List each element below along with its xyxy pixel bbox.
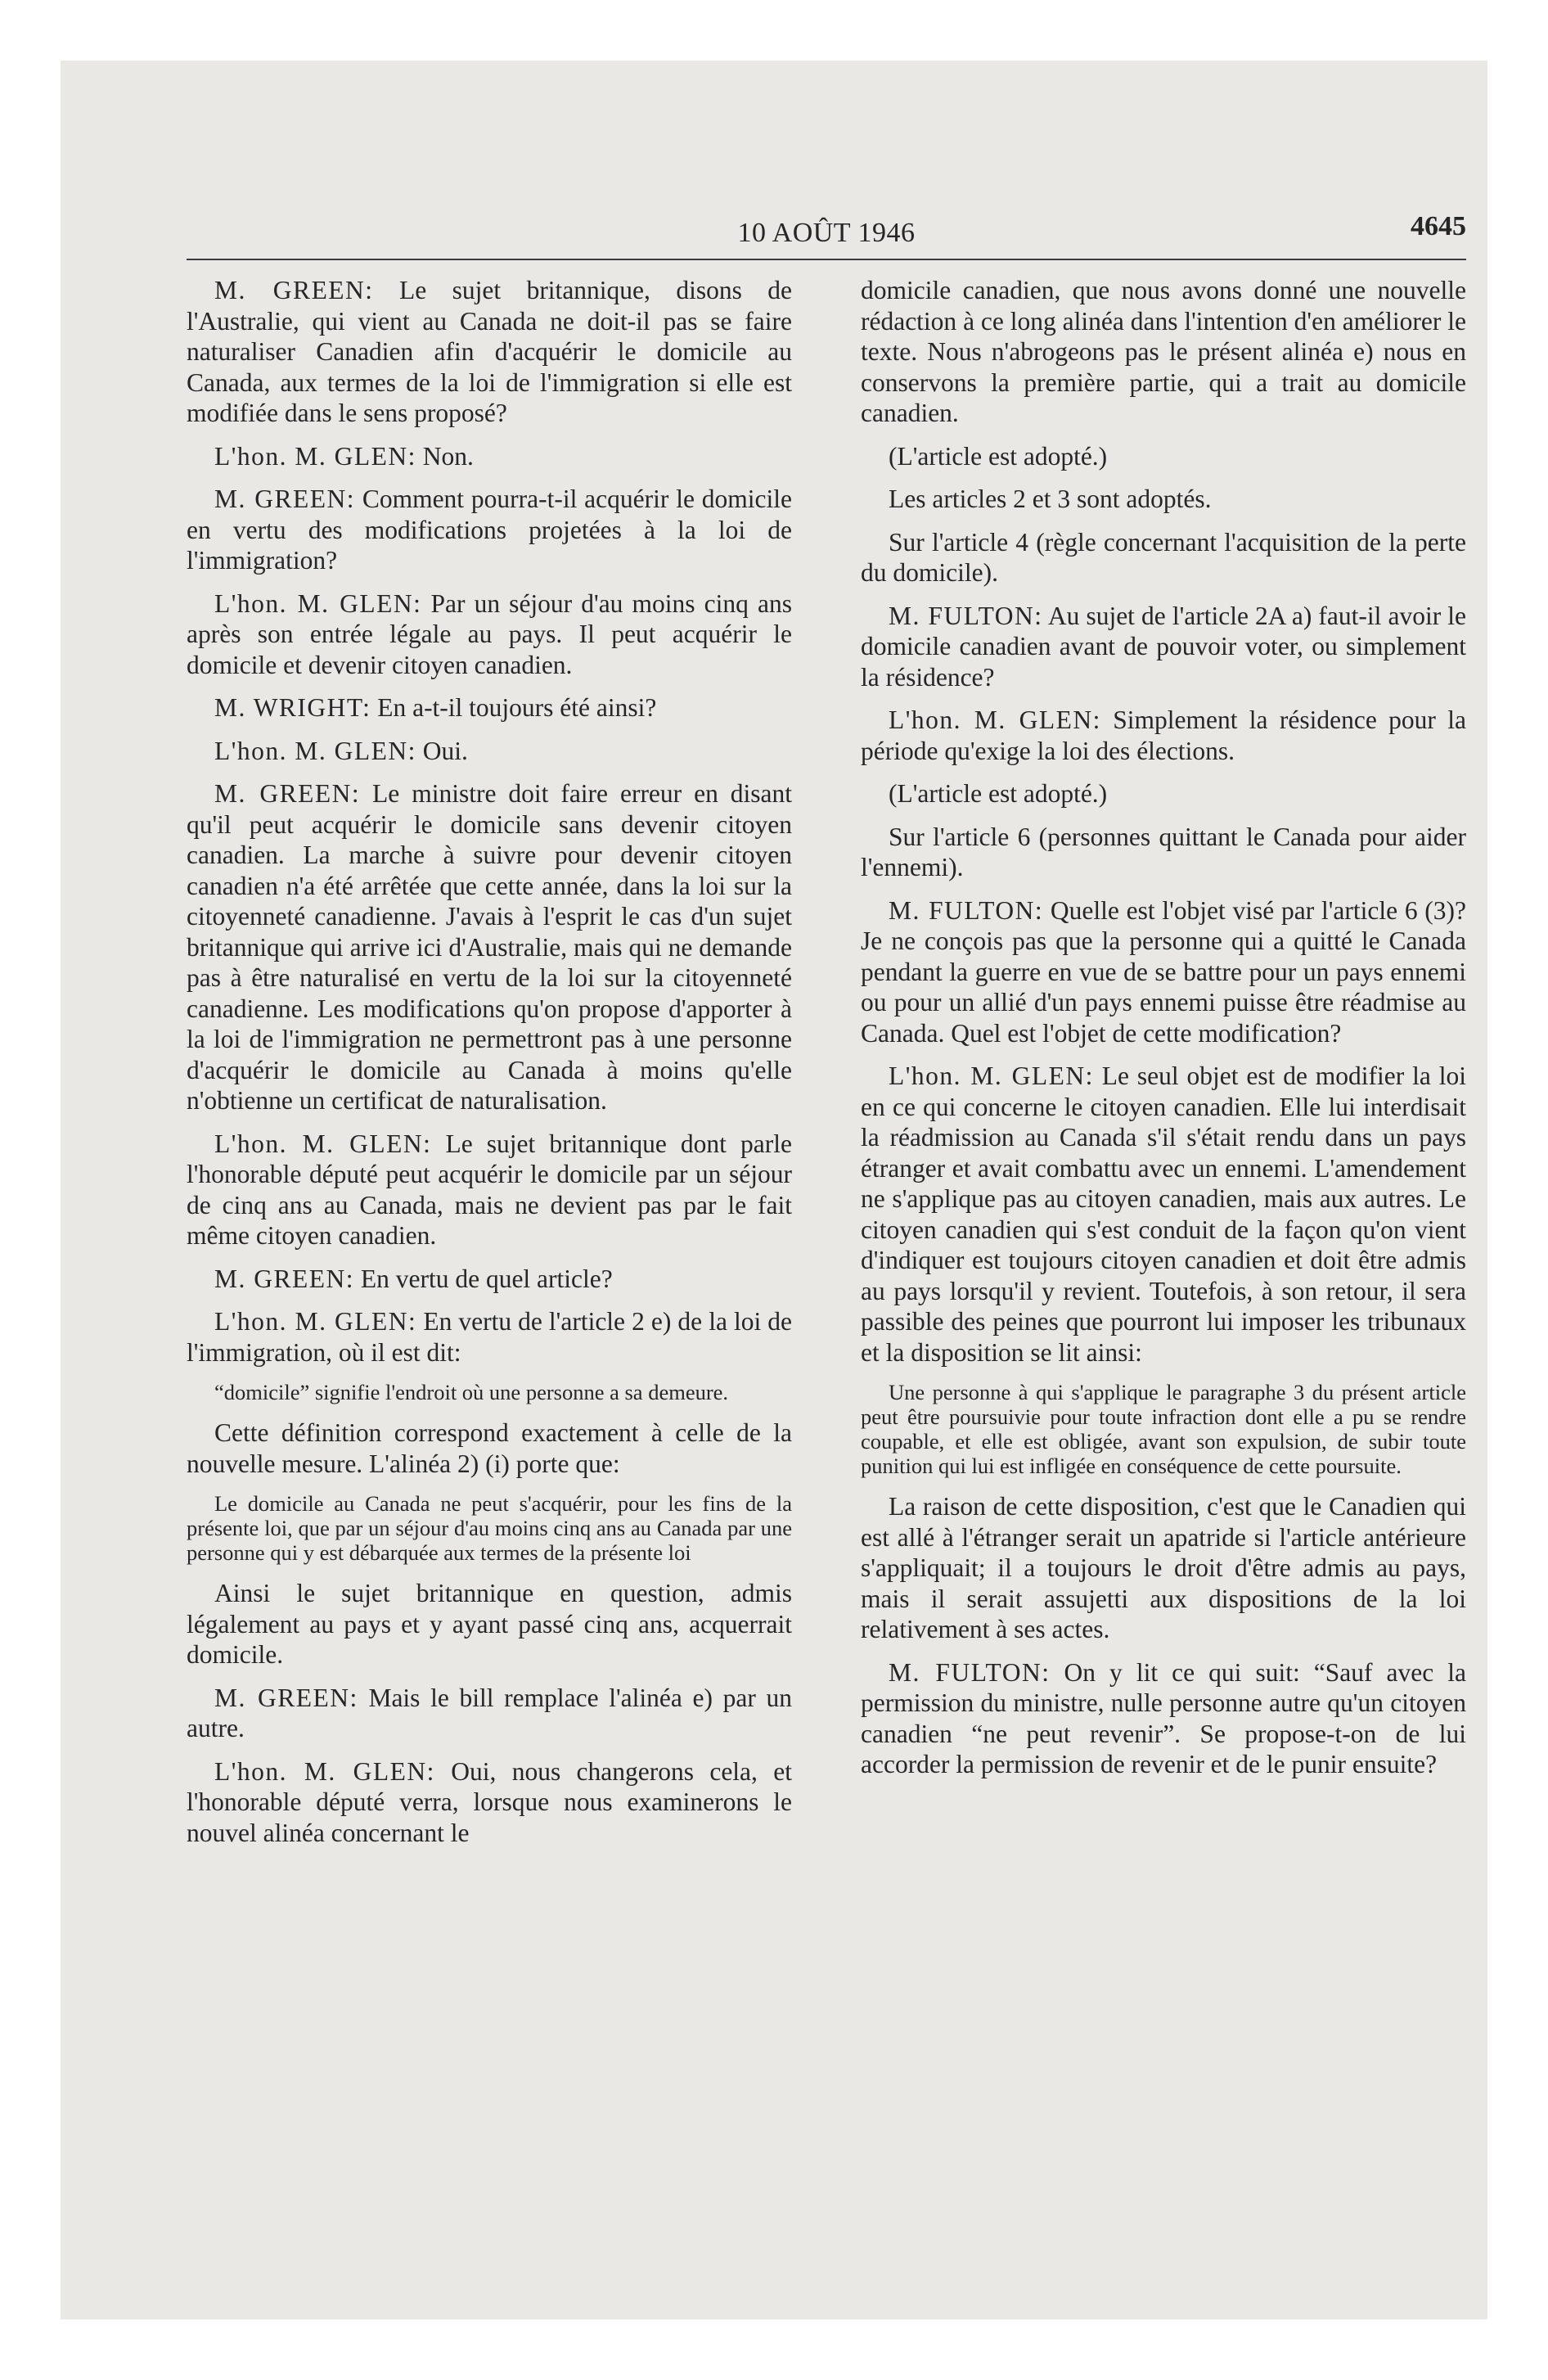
paragraph (861, 822, 1466, 883)
paragraph (861, 1657, 1466, 1780)
paragraph (187, 1264, 792, 1295)
paragraph (861, 484, 1466, 515)
paragraph (187, 484, 792, 576)
speaker-name: M. GREEN: (214, 485, 355, 513)
paragraph (861, 1061, 1466, 1368)
quoted-text (187, 1491, 792, 1565)
paragraph-text: Le sujet britannique, disons de l'Australie, qui vient au Canada ne doit-il pas se faire naturaliser Canadien afin d'acquérir le domicile au Canada, aux termes de la loi de l'immigration si elle est modifiée dans le sens proposé? (187, 276, 793, 427)
paragraph-text: “domicile” signifie l'endroit où une personne a sa demeure. (214, 1380, 729, 1404)
paragraph-text: Cette définition correspond exactement à celle de la nouvelle mesure. L'alinéa 2) (i) porte que: (187, 1418, 792, 1478)
paragraph (187, 1306, 792, 1368)
header-date: 10 AOÛT 1946 (737, 218, 916, 248)
paragraph-text: Ainsi le sujet britannique en question, admis légalement au pays et y ayant passé cinq ans, acquerrait domicile. (187, 1579, 792, 1669)
left-column (187, 275, 792, 1860)
paragraph-text: domicile canadien, que nous avons donné une nouvelle rédaction à ce long alinéa dans l'intention d'en améliorer le texte. Nous n'abrogeons pas le présent alinéa e) nous en conservons la première partie, qui a trait au domicile canadien. (861, 276, 1466, 427)
speaker-name: L'hon. M. GLEN: (214, 1129, 432, 1158)
paragraph-text: Quelle est l'objet visé par l'article 6 (3)? Je ne conçois pas que la personne qui a quitté le Canada pendant la guerre en vue de se battre pour un pays ennemi ou pour un allié d'un pays ennemi puisse être réadmise au Canada. Quel est l'objet de cette modification? (861, 895, 1467, 1048)
paragraph (861, 601, 1466, 693)
paragraph-text: Au sujet de l'article 2A a) faut-il avoir le domicile canadien avant de pouvoir voter, ou simplement la résidence? (861, 601, 1467, 692)
speaker-name: L'hon. M. GLEN: (889, 1062, 1094, 1090)
paragraph-text: La raison de cette disposition, c'est que le Canadien qui est allé à l'étranger serait un apatride si l'article antérieure s'appliquait; il a toujours le droit d'être admis au pays, mais il serait assujetti aux dispositions de la loi relativement à ses actes. (861, 1492, 1466, 1643)
paragraph-text: En vertu de l'article 2 e) de la loi de l'immigration, où il est dit: (187, 1307, 793, 1367)
paragraph (187, 275, 792, 429)
paragraph-text: Mais le bill remplace l'alinéa e) par un autre. (187, 1683, 792, 1742)
paragraph (187, 441, 792, 472)
paragraph (187, 736, 792, 767)
speaker-name: M. GREEN: (214, 779, 361, 808)
paragraph (187, 1683, 792, 1744)
page-number: 4645 (1411, 211, 1466, 241)
paragraph (861, 1491, 1466, 1645)
paragraph-text: (L'article est adopté.) (889, 441, 1108, 471)
paragraph-text: Les articles 2 et 3 sont adoptés. (889, 485, 1212, 513)
speaker-name: L'hon. M. GLEN: (214, 441, 416, 471)
paragraph (187, 1129, 792, 1251)
paragraph-text: Oui. (422, 736, 468, 765)
speaker-name: M. FULTON: (889, 601, 1043, 630)
paragraph-text: Sur l'article 6 (personnes quittant le Canada pour aider l'ennemi). (861, 822, 1466, 881)
paragraph-text: Le seul objet est de modifier la loi en ce qui concerne le citoyen canadien. Elle lui interdisait la réadmission au Canada s'il s'était rendu dans un pays étranger et avait combattu avec un ennemi. L'amendement ne s'applique pas au citoyen canadien, mais aux autres. Le citoyen canadien qui s'est conduit de la façon qu'on vient d'indiquer est toujours citoyen canadien et doit être admis au pays lorsqu'il y revient. Toutefois, à son retour, il sera passible des peines que pourront lui imposer les tribunaux et la disposition se lit ainsi: (861, 1062, 1466, 1367)
paragraph-text: Le ministre doit faire erreur en disant qu'il peut acquérir le domicile sans devenir citoyen canadien. La marche à suivre pour devenir citoyen canadien n'a été arrêtée que cette année, dans la loi sur la citoyenneté canadienne. J'avais à l'esprit le cas d'un sujet britannique qui arrive ici d'Australie, mais qui ne demande pas à être naturalisé en vertu de la loi sur la citoyenneté canadienne. Les modifications qu'on propose d'apporter à la loi de l'immigration ne permettront pas à une personne d'acquérir le domicile au Canada à moins qu'elle n'obtienne un certificat de naturalisation. (187, 779, 793, 1115)
paragraph (187, 1418, 792, 1479)
paragraph (861, 527, 1466, 588)
scanned-page (61, 61, 1487, 2319)
right-column (861, 275, 1466, 1860)
paragraph-text: En vertu de quel article? (360, 1264, 613, 1293)
speaker-name: M. WRIGHT: (214, 693, 371, 722)
paragraph-text: Par un séjour d'au moins cinq ans après son entrée légale au pays. Il peut acquérir le domicile et devenir citoyen canadien. (187, 588, 792, 679)
quoted-text (861, 1380, 1466, 1478)
speaker-name: M. GREEN: (214, 1264, 354, 1293)
text-columns (187, 275, 1466, 1860)
speaker-name: L'hon. M. GLEN: (889, 705, 1101, 734)
speaker-name: M. GREEN: (214, 1683, 358, 1712)
paragraph-text: (L'article est adopté.) (889, 779, 1108, 808)
paragraph-text: On y lit ce qui suit: “Sauf avec la permission du ministre, nulle personne autre qu'un citoyen canadien “ne peut revenir”. Se propose-t-on de lui accorder la permission de revenir et de le punir ensuite? (861, 1657, 1466, 1778)
paragraph-text: Non. (422, 441, 474, 471)
paragraph (861, 705, 1466, 766)
paragraph (861, 441, 1466, 472)
paragraph (861, 895, 1466, 1049)
speaker-name: M. GREEN: (214, 276, 374, 304)
speaker-name: M. FULTON: (889, 1657, 1051, 1687)
speaker-name: L'hon. M. GLEN: (214, 1307, 417, 1336)
paragraph (187, 588, 792, 681)
paragraph-text: Comment pourra-t-il acquérir le domicile en vertu des modifications projetées à la loi de l'immigration? (187, 485, 792, 575)
page-header (187, 206, 1466, 260)
speaker-name: M. FULTON: (889, 895, 1044, 925)
paragraph (187, 1756, 792, 1849)
paragraph-text: Sur l'article 4 (règle concernant l'acquisition de la perte du domicile). (861, 527, 1466, 587)
paragraph (187, 778, 792, 1116)
paragraph (861, 275, 1466, 429)
paragraph (187, 692, 792, 723)
speaker-name: L'hon. M. GLEN: (214, 588, 422, 618)
paragraph-text: Simplement la résidence pour la période qu'exige la loi des élections. (861, 705, 1466, 765)
paragraph-text: Oui, nous changerons cela, et l'honorable député verra, lorsque nous examinerons le nouvel alinéa concernant le (187, 1756, 792, 1847)
paragraph (861, 778, 1466, 809)
speaker-name: L'hon. M. GLEN: (214, 736, 416, 765)
paragraph-text: Le sujet britannique dont parle l'honorable député peut acquérir le domicile par un séjour de cinq ans au Canada, mais ne devient pas par le fait même citoyen canadien. (187, 1129, 792, 1250)
paragraph (187, 1578, 792, 1670)
paragraph-text: Une personne à qui s'applique le paragraphe 3 du présent article peut être poursuivie pour toute infraction dont elle a pu se rendre coupable, et elle est obligée, avant son expulsion, de subir toute punition qui lui est infligée en conséquence de cette poursuite. (861, 1380, 1466, 1478)
speaker-name: L'hon. M. GLEN: (214, 1756, 435, 1786)
hansard-page (187, 206, 1466, 1860)
quoted-text (187, 1380, 792, 1404)
paragraph-text: En a-t-il toujours été ainsi? (377, 693, 657, 722)
paragraph-text: Le domicile au Canada ne peut s'acquérir, pour les fins de la présente loi, que par un séjour d'au moins cinq ans au Canada par une personne qui y est débarquée aux termes de la présente loi (187, 1491, 792, 1565)
